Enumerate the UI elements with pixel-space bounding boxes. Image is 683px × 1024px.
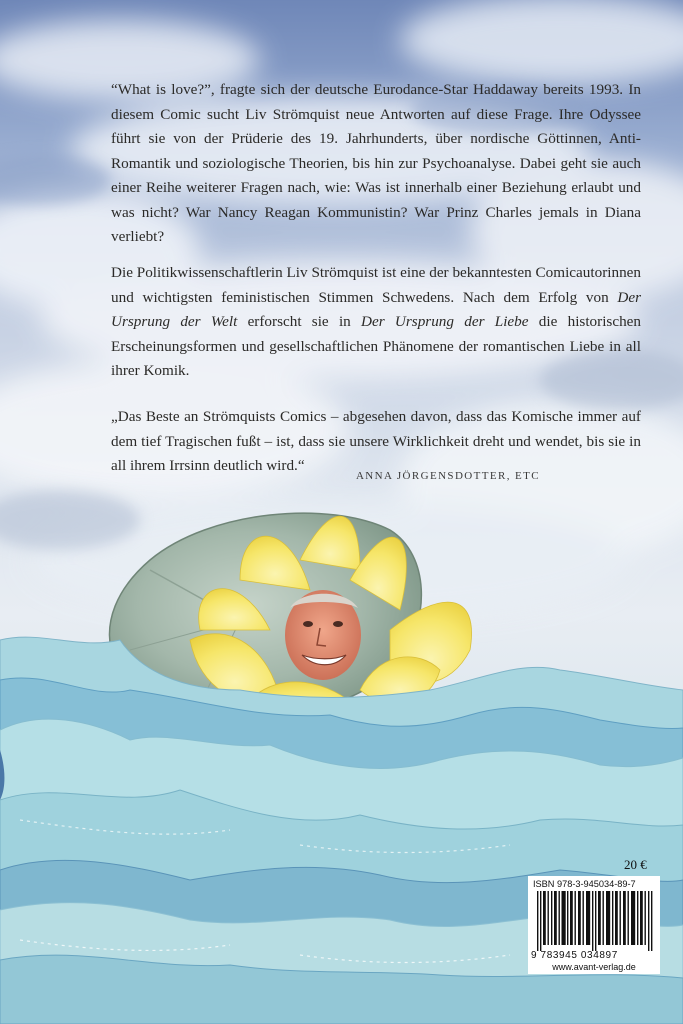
barcode-digits: 9 783945 034897 [531, 950, 618, 961]
blurb-paragraph-1: “What is love?”, fragte sich der deutsche Eurodance-Star Haddaway bereits 1993. In diesem Comic sucht Liv Strömquist neue Antworten auf diese Frage. Ihre Odyssee führt sie von der Prüderie des 19. Jahrhunderts, über nordische Göttinnen, Anti-Romantik und soziologische Theorien, bis hin zur Psychoanalyse. Dabei geht sie auch einer Reihe weiterer Fragen nach, wie: Was ist innerhalb einer Beziehung erlaubt und was nicht? War Nancy Reagan Kommunistin? War Prinz Charles jemals in Diana verliebt? [111, 81, 641, 245]
paragraph-2-text-a: Die Politikwissenschaftlerin Liv Strömquist ist eine der bekanntesten Comicautorinnen und wichtigsten feministischen Stimmen Schwedens. Nach dem Erfolg von [111, 264, 641, 306]
publisher-url: www.avant-verlag.de [552, 962, 636, 972]
isbn-number: ISBN 978-3-945034-89-7 [533, 879, 636, 889]
barcode-bars [533, 891, 657, 951]
review-quote: „Das Beste an Strömquists Comics – abgesehen davon, dass das Komische immer auf dem tief Tragischen fußt – ist, dass sie unsere Wirklichkeit dreht und wendet, bis sie in all ihrem Irrsinn deutlich wird.“ [111, 408, 641, 474]
quote-attribution: ANNA JÖRGENSDOTTER, ETC [355, 470, 540, 482]
book-title-ursprung-der-welt: Der Ursprung der Welt [111, 288, 641, 330]
paragraph-2-text-c: die historischen Erscheinungsformen und gesellschaftlichen Phänomene der romantischen Liebe in all ihrer Komik. [111, 313, 641, 379]
price-label: 20 € [624, 857, 647, 872]
blurb-paragraph-2 [111, 261, 641, 384]
book-title-ursprung-der-liebe: Der Ursprung der Liebe [361, 313, 529, 330]
paragraph-2-text-b: erforscht sie in [237, 313, 362, 330]
